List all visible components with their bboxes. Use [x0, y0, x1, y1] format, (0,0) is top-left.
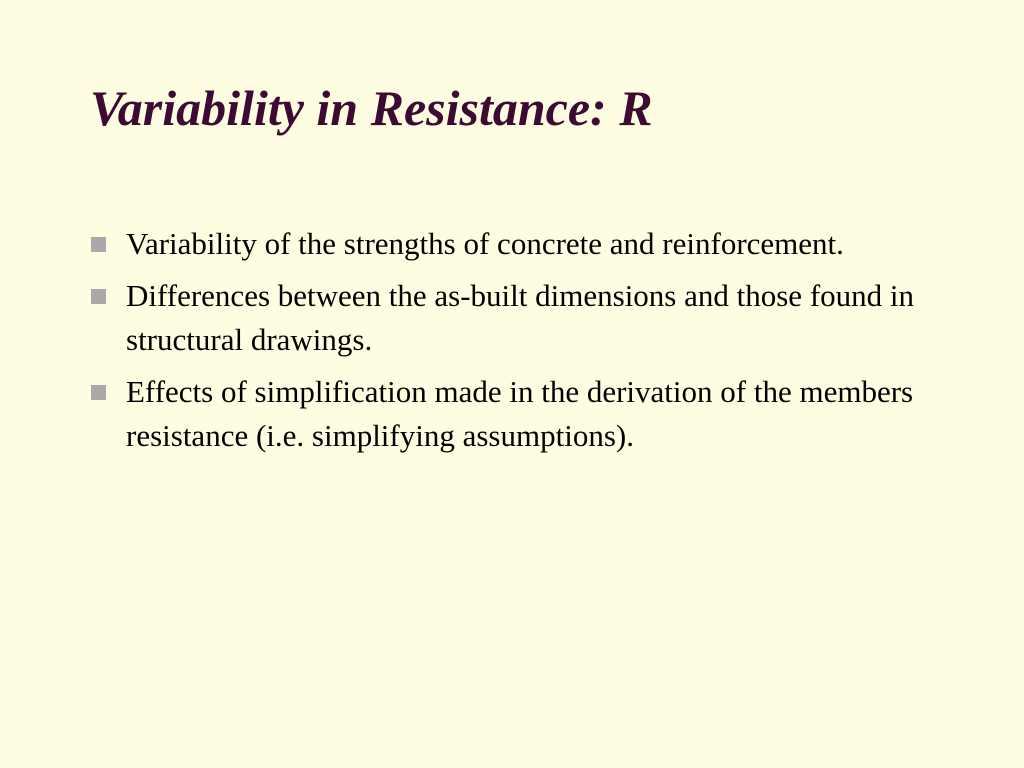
square-bullet-icon	[91, 385, 106, 400]
bullet-text: Variability of the strengths of concrete and reinforcement.	[126, 226, 844, 261]
bullet-text: Differences between the as-built dimensions and those found in structural drawings.	[126, 278, 915, 357]
square-bullet-icon	[91, 237, 106, 252]
bullet-item	[90, 370, 950, 458]
bullet-list	[90, 222, 950, 466]
slide-title: Variability in Resistance: R	[90, 80, 653, 136]
bullet-text: Effects of simplification made in the derivation of the members resistance (i.e. simplifying assumptions).	[126, 374, 914, 453]
bullet-item	[90, 274, 950, 362]
bullet-item	[90, 222, 950, 266]
square-bullet-icon	[91, 289, 106, 304]
